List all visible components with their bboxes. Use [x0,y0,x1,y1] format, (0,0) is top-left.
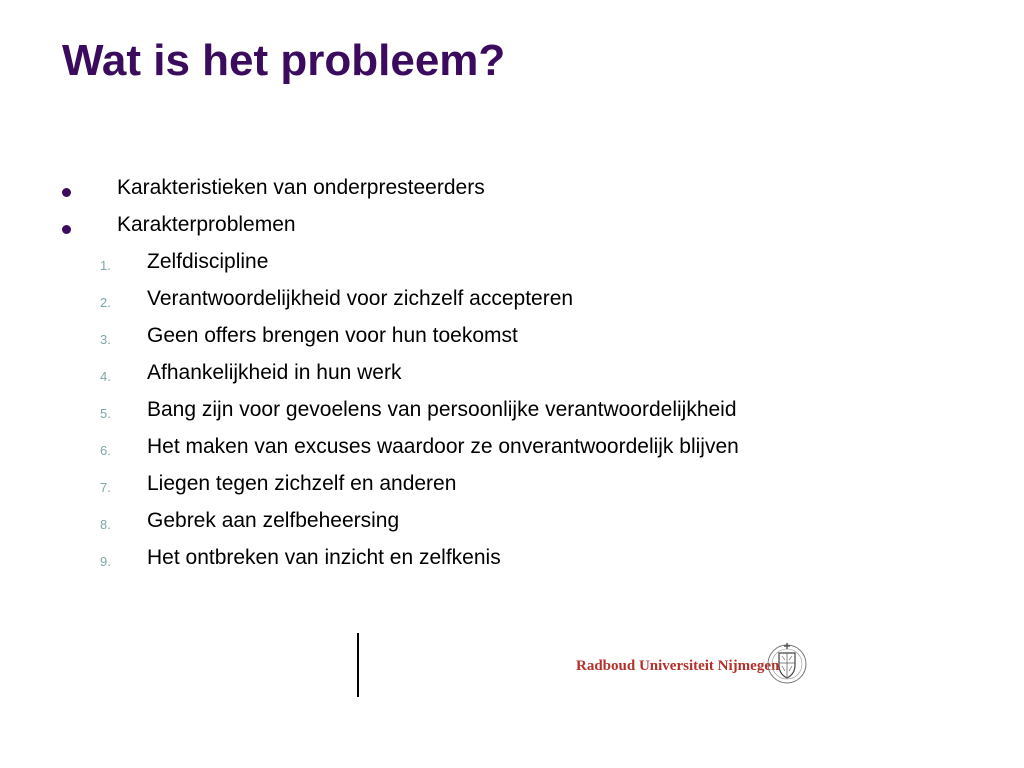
bullet-text: Karakterproblemen [117,213,296,236]
university-logo-text: Radboud Universiteit Nijmegen [576,658,780,674]
numbered-list [0,246,1024,579]
footer-divider [357,633,359,697]
bullet-text: Karakteristieken van onderpresteerders [117,176,485,199]
number-marker: 7. [100,480,111,495]
bullet-dot-icon [62,188,71,197]
numbered-item [0,394,1024,431]
bullet-dot-icon [62,225,71,234]
numbered-text: Verantwoordelijkheid voor zichzelf accepteren [147,287,574,310]
numbered-item [0,357,1024,394]
slide-title: Wat is het probleem? [62,36,506,85]
number-marker: 1. [100,258,111,273]
numbered-item [0,505,1024,542]
numbered-item [0,468,1024,505]
numbered-text: Afhankelijkheid in hun werk [147,361,402,384]
numbered-text: Gebrek aan zelfbeheersing [147,509,400,532]
numbered-item [0,320,1024,357]
number-marker: 4. [100,369,111,384]
numbered-text: Zelfdiscipline [147,250,269,273]
number-marker: 5. [100,406,111,421]
bullet-list [0,172,1024,246]
number-marker: 8. [100,517,111,532]
numbered-text: Bang zijn voor gevoelens van persoonlijke verantwoordelijkheid [147,398,737,421]
number-marker: 6. [100,443,111,458]
bullet-item [0,172,1024,209]
number-marker: 3. [100,332,111,347]
number-marker: 2. [100,295,111,310]
numbered-text: Liegen tegen zichzelf en anderen [147,472,457,495]
bullet-item [0,209,1024,246]
numbered-item [0,431,1024,468]
number-marker: 9. [100,554,111,569]
numbered-item [0,542,1024,579]
numbered-text: Het ontbreken van inzicht en zelfkenis [147,546,501,569]
numbered-item [0,246,1024,283]
numbered-item [0,283,1024,320]
university-crest-icon [766,641,808,689]
numbered-text: Geen offers brengen voor hun toekomst [147,324,518,347]
numbered-text: Het maken van excuses waardoor ze onverantwoordelijk blijven [147,435,739,458]
